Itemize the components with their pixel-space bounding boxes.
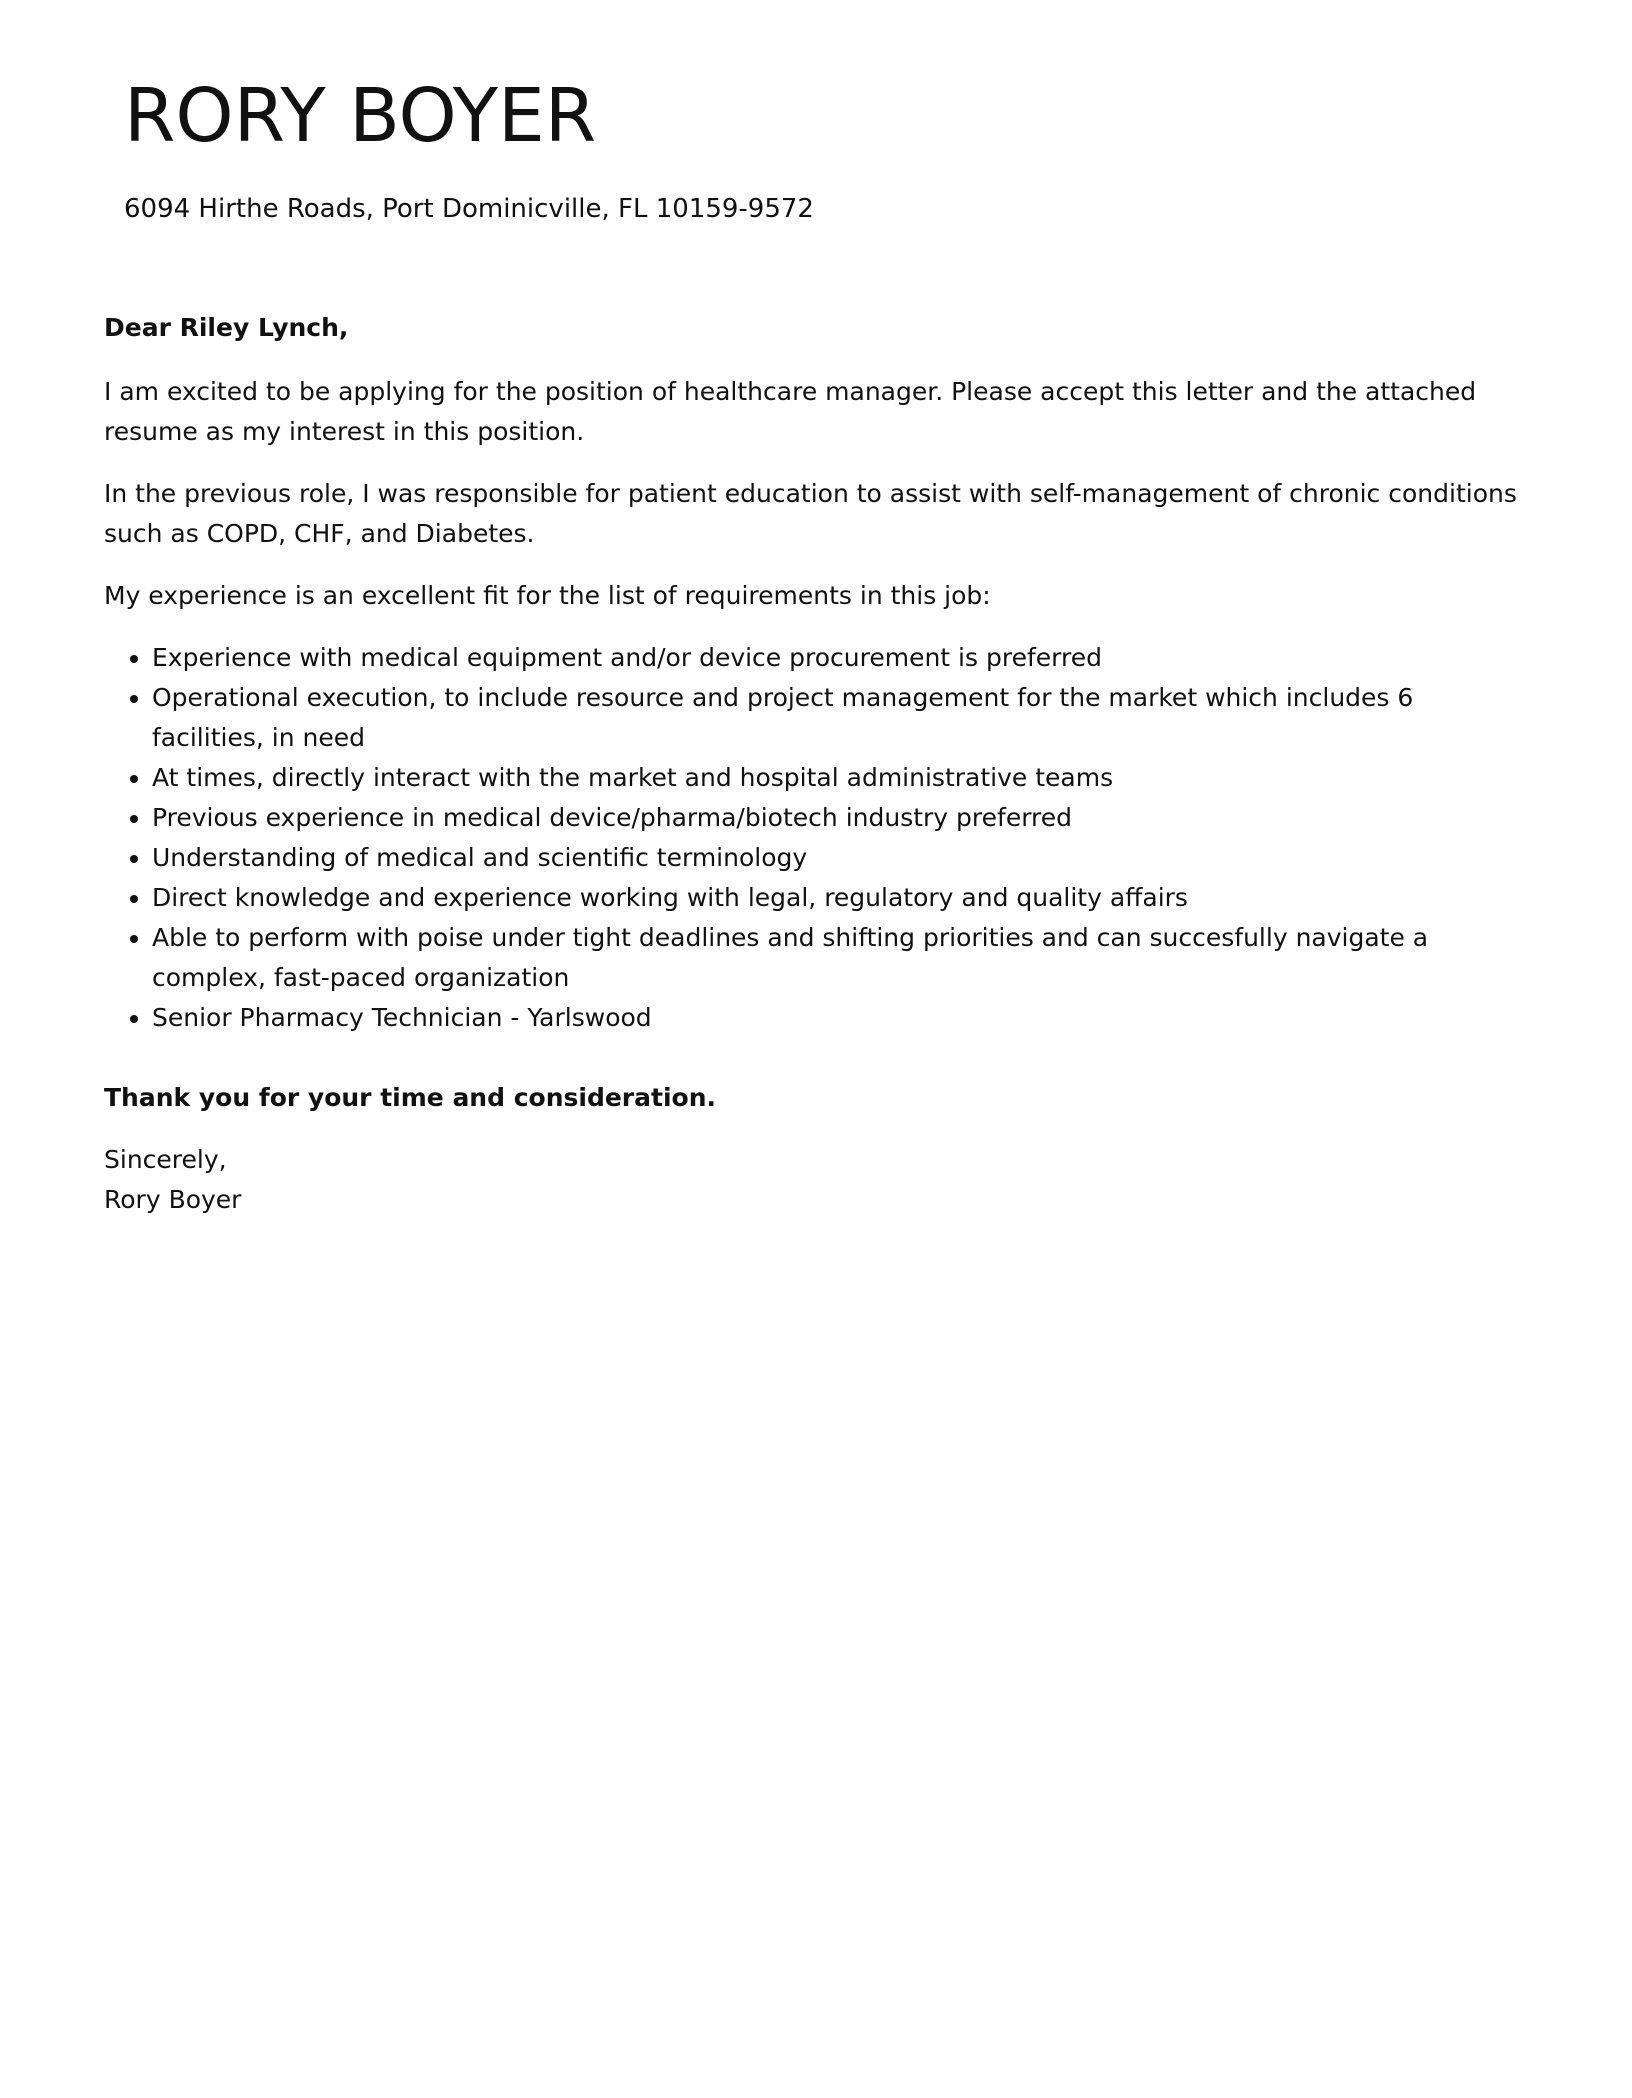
experience-paragraph: In the previous role, I was responsible for patient education to assist with self-management of chronic conditions such as COPD, CHF, and Diabetes.	[104, 479, 1517, 548]
applicant-name: RORY BOYER	[124, 73, 597, 159]
requirements-intro: My experience is an excellent fit for the list of requirements in this job:	[104, 581, 991, 610]
list-item: • Understanding of medical and scientific terminology	[152, 838, 1524, 878]
list-item: • Able to perform with poise under tight deadlines and shifting priorities and can succesfully navigate a complex, fast-paced organization	[152, 918, 1524, 998]
thanks-line: Thank you for your time and consideration.	[104, 1083, 716, 1112]
intro-paragraph: I am excited to be applying for the position of healthcare manager. Please accept this letter and the attached resume as my interest in this position.	[104, 377, 1477, 446]
applicant-address: 6094 Hirthe Roads, Port Dominicville, FL 10159-9572	[124, 194, 814, 224]
closing: Sincerely,	[104, 1145, 227, 1174]
list-item: • At times, directly interact with the market and hospital administrative teams	[152, 758, 1524, 798]
list-item: • Experience with medical equipment and/or device procurement is preferred	[152, 638, 1524, 678]
requirements-list	[104, 638, 1524, 1038]
signature: Rory Boyer	[104, 1185, 242, 1214]
list-item: • Operational execution, to include resource and project management for the market which includes 6 facilities, in need	[152, 678, 1524, 758]
list-item: • Previous experience in medical device/pharma/biotech industry preferred	[152, 798, 1524, 838]
letter-body	[104, 308, 1524, 1220]
salutation: Dear Riley Lynch,	[104, 313, 349, 342]
list-item: • Senior Pharmacy Technician - Yarlswood	[152, 998, 1524, 1038]
letter-header	[124, 70, 814, 226]
list-item: • Direct knowledge and experience working with legal, regulatory and quality affairs	[152, 878, 1524, 918]
